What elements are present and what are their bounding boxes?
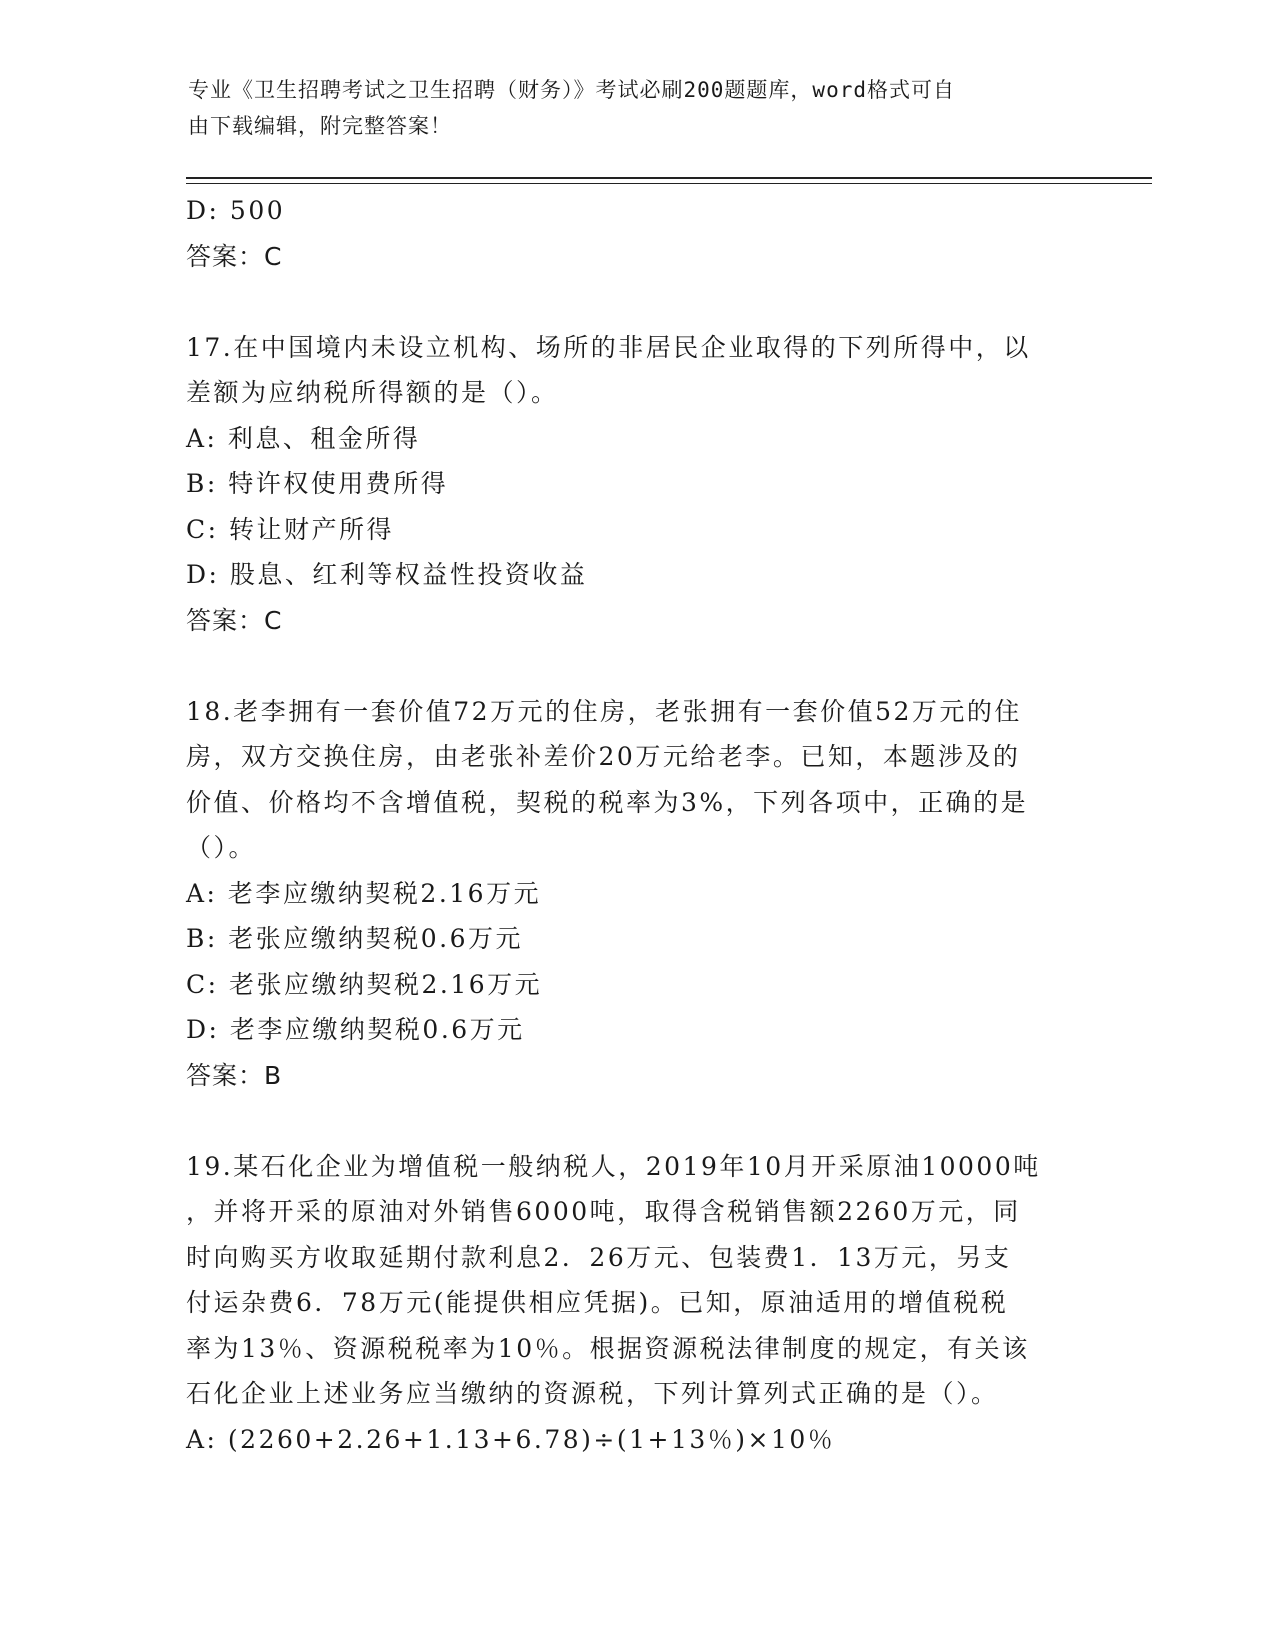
q18-stem-line-3: 价值、价格均不含增值税，契税的税率为3%，下列各项中，正确的是 <box>186 787 1029 817</box>
header-line-1: 专业《卫生招聘考试之卫生招聘（财务）》考试必刷200题题库，word格式可自 <box>188 78 955 102</box>
q19-stem-line-2: ，并将开采的原油对外销售6000吨，取得含税销售额2260万元，同 <box>186 1197 1021 1226</box>
header-rule-thin <box>186 183 1152 184</box>
q18-stem-line-2: 房，双方交换住房，由老张补差价20万元给老李。已知，本题涉及的 <box>186 742 1021 771</box>
q19-stem-line-5: 率为13％、资源税税率为10％。根据资源税法律制度的规定，有关该 <box>186 1333 1030 1363</box>
q19-stem-line-6: 石化企业上述业务应当缴纳的资源税，下列计算列式正确的是（）。 <box>186 1379 999 1408</box>
q18-stem-line-4: （）。 <box>186 833 257 862</box>
q19-stem-line-3: 时向购买方收取延期付款利息2．26万元、包装费1．13万元，另支 <box>186 1242 1012 1272</box>
prev-answer: 答案：C <box>186 241 283 271</box>
page-header <box>188 72 1068 144</box>
question-17 <box>186 325 1086 644</box>
prev-question-tail <box>186 188 1086 279</box>
question-18 <box>186 689 1086 1099</box>
q17-answer: 答案：C <box>186 605 283 635</box>
spacer <box>186 643 1086 689</box>
q19-stem-line-4: 付运杂费6．78万元(能提供相应凭据)。已知，原油适用的增值税税 <box>186 1288 1009 1317</box>
prev-option-d: D: 500 <box>186 196 286 225</box>
q17-stem-line-1: 17.在中国境内未设立机构、场所的非居民企业取得的下列所得中，以 <box>186 332 1031 362</box>
q18-option-b: B: 老张应缴纳契税0.6万元 <box>186 924 524 953</box>
question-19 <box>186 1144 1086 1463</box>
q17-option-a: A: 利息、租金所得 <box>186 423 421 453</box>
q18-stem-line-1: 18.老李拥有一套价值72万元的住房，老张拥有一套价值52万元的住 <box>186 696 1022 726</box>
header-line-2: 由下载编辑，附完整答案！ <box>188 114 452 138</box>
q18-option-a: A: 老李应缴纳契税2.16万元 <box>186 878 542 908</box>
q17-option-d: D: 股息、红利等权益性投资收益 <box>186 560 588 589</box>
q19-option-a: A: (2260+2.26+1.13+6.78)÷(1+13％)×10％ <box>186 1424 836 1454</box>
q18-answer: 答案：B <box>186 1060 283 1090</box>
q18-option-c: C: 老张应缴纳契税2.16万元 <box>186 969 543 999</box>
q17-option-b: B: 特许权使用费所得 <box>186 469 449 498</box>
spacer <box>186 1098 1086 1144</box>
q18-option-d: D: 老李应缴纳契税0.6万元 <box>186 1015 525 1044</box>
q17-stem-line-2: 差额为应纳税所得额的是（）。 <box>186 378 559 407</box>
question-content <box>186 188 1086 1462</box>
q17-option-c: C: 转让财产所得 <box>186 514 394 544</box>
spacer <box>186 279 1086 325</box>
q19-stem-line-1: 19.某石化企业为增值税一般纳税人，2019年10月开采原油10000吨 <box>186 1151 1041 1181</box>
header-rule-thick <box>186 177 1152 179</box>
